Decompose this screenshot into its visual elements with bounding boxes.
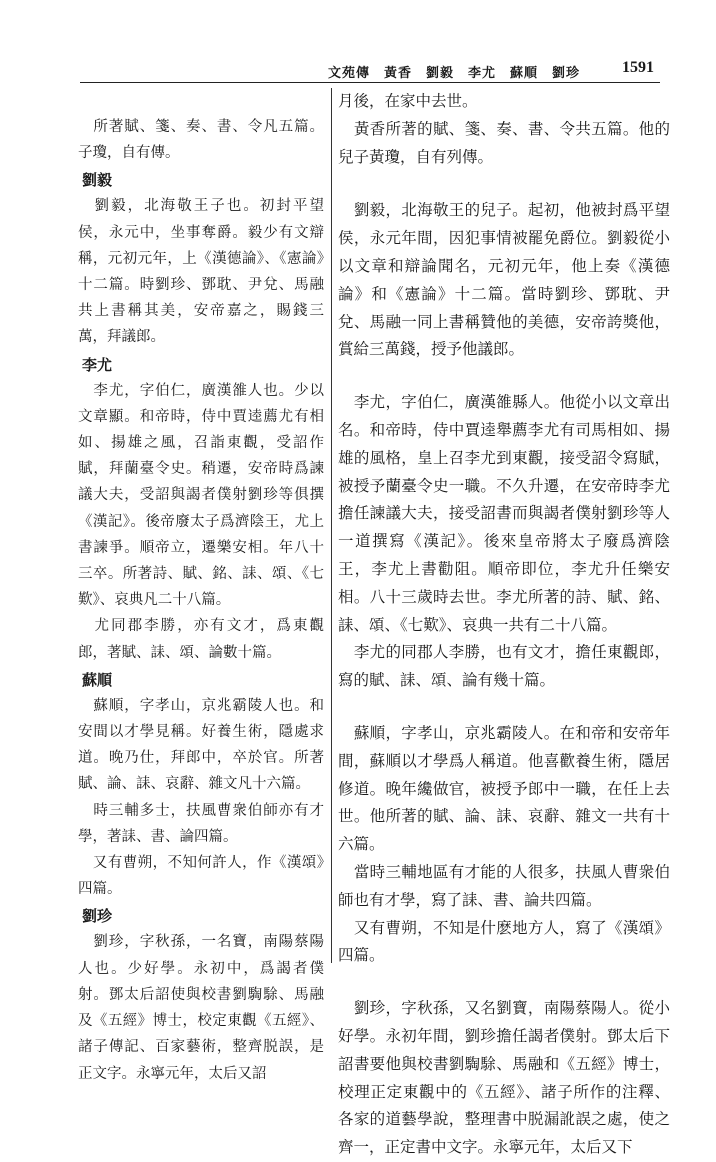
liu-yi-original: 劉毅，北海敬王子也。初封平望侯，永元中，坐事奪爵。毅少有文辯稱，元初元年，上《漢德論》、《憲論》十二篇。時劉珍、鄧耽、尹兌、馬融共上書稱其美，安帝嘉之，賜錢三萬，拜議郎。 <box>78 198 324 346</box>
original-text-column <box>78 88 324 1087</box>
huang-xiang-tail-original: 所著賦、箋、奏、書、令凡五篇。子瓊，自有傳。 <box>78 119 324 162</box>
li-sheng-translation: 李尤的同郡人李勝，也有文才，擔任東觀郎，寫的賦、誄、頌、論有幾十篇。 <box>338 643 670 690</box>
huang-xiang-tail-translation-2: 黃香所著的賦、箋、奏、書、令共五篇。他的兒子黃瓊，自有列傳。 <box>338 119 670 166</box>
liu-zhen-translation: 劉珍，字秋孫，又名劉寶，南陽蔡陽人。從小好學。永初年間，劉珍擔任謁者僕射。鄧太后下詔書要他與校書劉騊駼、馬融和《五經》博士，校理正定東觀中的《五經》、諸子所作的注釋、各家的道藝學說，整理書中脱漏訛誤之處，使之齊一，正定書中文字。永寧元年，太后又下 <box>338 999 670 1157</box>
translation-column <box>338 88 670 1162</box>
three-fu-translation: 當時三輔地區有才能的人很多，扶風人曹衆伯師也有才學，寫了誄、書、論共四篇。 <box>338 862 670 909</box>
liu-zhen-original: 劉珍，字秋孫，一名寶，南陽蔡陽人也。少好學。永初中，爲謁者僕射。鄧太后詔使與校書劉騊駼、馬融及《五經》博士，校定東觀《五經》、諸子傳記、百家藝術，整齊脱誤，是正文字。永寧元年，太后又詔 <box>78 934 324 1082</box>
column-divider <box>331 88 332 963</box>
huang-xiang-tail-translation-1: 月後，在家中去世。 <box>338 92 478 110</box>
su-shun-original: 蘇順，字孝山，京兆霸陵人也。和安間以才學見稱。好養生術，隱處求道。晚乃仕，拜郎中，卒於官。所著賦、論、誄、哀辭、雜文凡十六篇。 <box>78 697 324 793</box>
running-title: 文苑傳 黃香 劉毅 李尤 蘇順 劉珍 <box>328 66 581 81</box>
liu-yi-translation: 劉毅，北海敬王的兒子。起初，他被封爲平望侯，永元年間，因犯事情被罷免爵位。劉毅從小以文章和辯論聞名，元初元年，他上奏《漢德論》和《憲論》十二篇。當時劉珍、鄧耽、尹兌、馬融一同上書稱贊他的美德，安帝誇獎他，賞給三萬錢，授予他議郎。 <box>338 201 670 359</box>
entry-title-liu-zhen: 劉珍 <box>82 907 113 926</box>
li-you-original: 李尤，字伯仁，廣漢雒人也。少以文章顯。和帝時，侍中賈逵薦尤有相如、揚雄之風，召詣東觀，受詔作賦，拜蘭臺令史。稍遷，安帝時爲諫議大夫，受詔與謁者僕射劉珍等俱撰《漢記》。後帝廢太子爲濟陰王，尤上書諫爭。順帝立，遷樂安相。年八十三卒。所著詩、賦、銘、誄、頌、《七歎》、哀典凡二十八篇。 <box>78 382 324 609</box>
li-sheng-original: 尤同郡李勝，亦有文才，爲東觀郎，著賦、誄、頌、論數十篇。 <box>78 618 324 661</box>
entry-title-su-shun: 蘇順 <box>82 670 113 689</box>
entry-title-li-you: 李尤 <box>82 355 113 374</box>
li-you-translation: 李尤，字伯仁，廣漢雒縣人。他從小以文章出名。和帝時，侍中賈逵舉薦李尤有司馬相如、揚雄的風格，皇上召李尤到東觀，接受詔令寫賦，被授予蘭臺令史一職。不久升遷，在安帝時李尤擔任諫議大夫，接受詔書而與謁者僕射劉珍等人一道撰寫《漢記》。後來皇帝將太子廢爲濟陰王，李尤上書勸阻。順帝即位，李尤升任樂安相。八十三歲時去世。李尤所著的詩、賦、銘、誄、頌、《七歎》、哀典一共有二十八篇。 <box>338 393 670 634</box>
running-header <box>80 56 660 83</box>
entry-title-liu-yi: 劉毅 <box>82 171 113 190</box>
su-shun-translation: 蘇順，字孝山，京兆霸陵人。在和帝和安帝年間，蘇順以才學爲人稱道。他喜歡養生術，隱居修道。晚年纔做官，被授予郎中一職，在任上去世。他所著的賦、論、誄、哀辭、雜文一共有十六篇。 <box>338 723 670 854</box>
page-number: 1591 <box>622 59 654 76</box>
cao-shuo-original: 又有曹朔，不知何許人，作《漢頌》四篇。 <box>78 855 324 898</box>
three-fu-original: 時三輔多士，扶風曹衆伯師亦有才學，著誄、書、論四篇。 <box>78 802 324 845</box>
cao-shuo-translation: 又有曹朔，不知是什麽地方人，寫了《漢頌》四篇。 <box>338 918 670 965</box>
